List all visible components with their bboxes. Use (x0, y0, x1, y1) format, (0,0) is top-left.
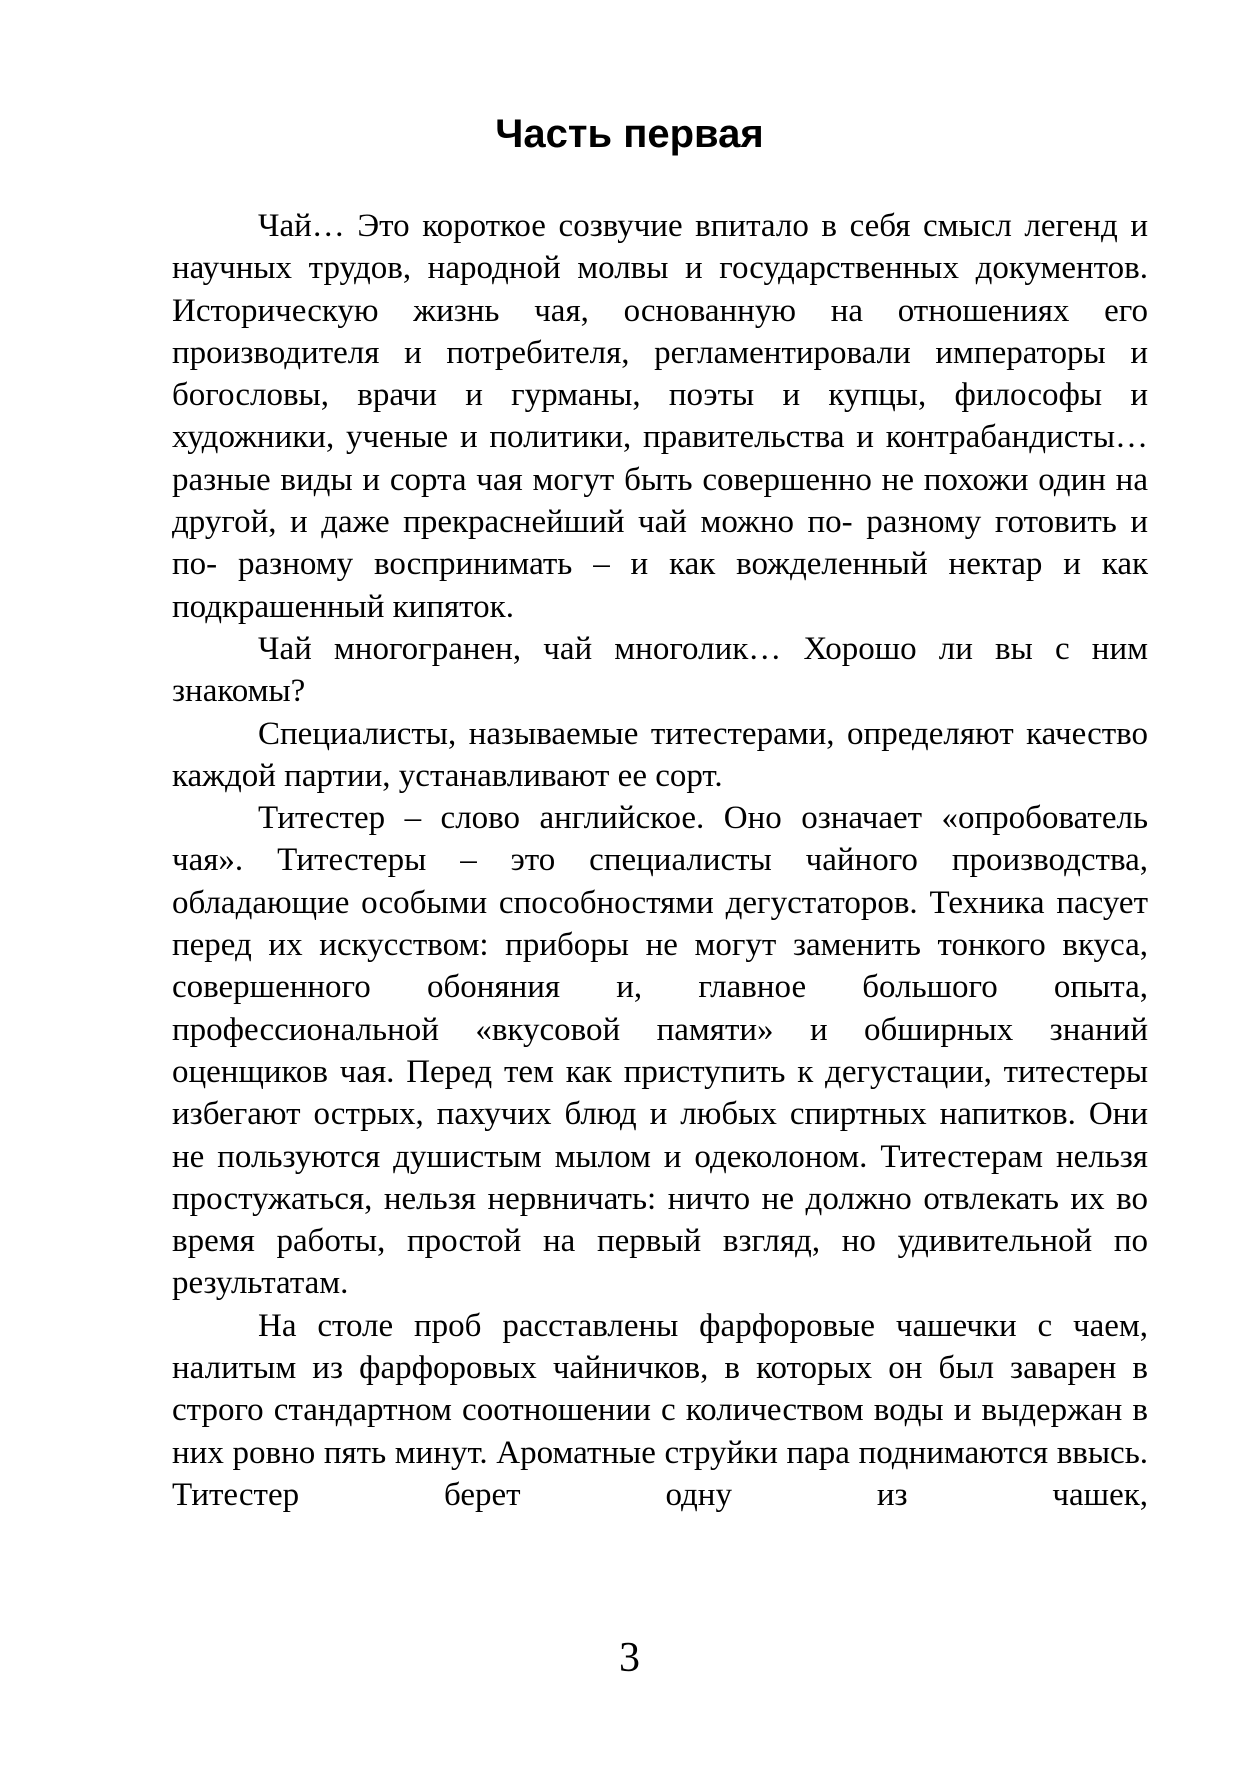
chapter-title: Часть первая (495, 112, 764, 156)
body-text (172, 205, 1148, 1516)
paragraph: На столе проб расставлены фарфоровые чашечки с чаем, налитым из фарфоровых чайничков, в которых он был заварен в строго стандартном соотношении с количеством воды и выдержан в них ровно пять минут. Ароматные струйки пара поднимаются ввысь. Титестер берет одну из чашек, (172, 1307, 1148, 1513)
paragraph: Специалисты, называемые титестерами, определяют качество каждой партии, устанавливают ее сорт. (172, 715, 1148, 794)
paragraph: Чай… Это короткое созвучие впитало в себя смысл легенд и научных трудов, народной молвы и государственных документов. Историческую жизнь чая, основанную на отношениях его производителя и потребителя, регламентировали императоры и богословы, врачи и гурманы, поэты и купцы, философы и художники, ученые и политики, правительства и контрабандисты… разные виды и сорта чая могут быть совершенно не похожи один на другой, и даже прекраснейший чай можно по- разному готовить и по- разному воспринимать – и как вожделенный нектар и как подкрашенный кипяток. (172, 208, 1148, 625)
paragraph: Чай многогранен, чай многолик… Хорошо ли вы с ним знакомы? (172, 630, 1148, 710)
paragraph: Титестер – слово английское. Оно означает «опробователь чая». Титестеры – это специалисты чайного производства, обладающие особыми способностями дегустаторов. Техника пасует перед их искусством: приборы не могут заменить тонкого вкуса, совершенного обоняния и, главное большого опыта, профессиональной «вкусовой памяти» и обширных знаний оценщиков чая. Перед тем как приступить к дегустации, титестеры избегают острых, пахучих блюд и любых спиртных напитков. Они не пользуются душистым мылом и одеколоном. Титестерам нельзя простужаться, нельзя нервничать: ничто не должно отвлекать их во время работы, простой на первый взгляд, но удивительной по результатам. (172, 800, 1148, 1302)
page-number: 3 (619, 1635, 640, 1681)
